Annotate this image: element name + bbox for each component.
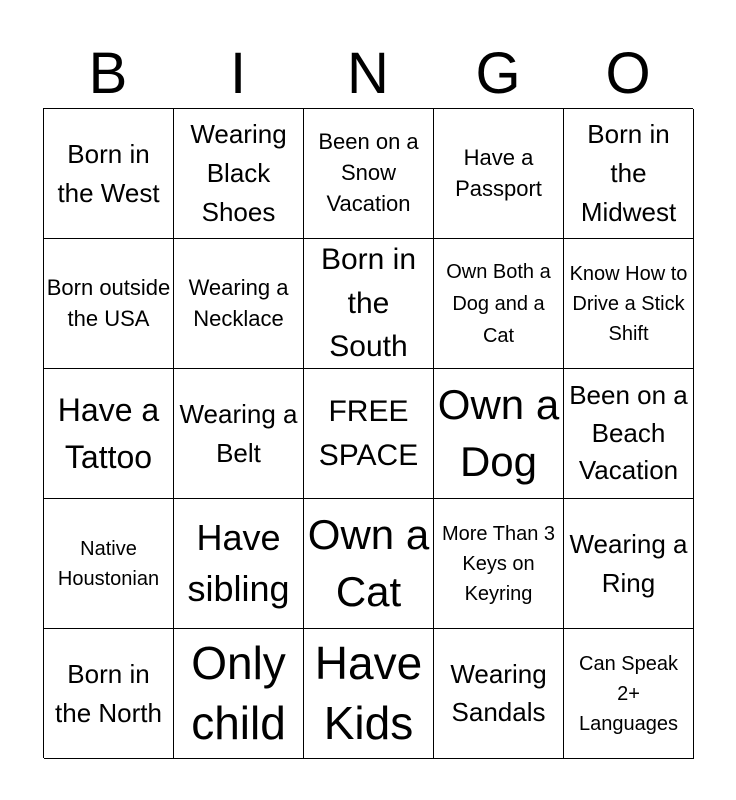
bingo-cell-r4-c2[interactable] xyxy=(174,499,304,629)
bingo-cell-free-space[interactable] xyxy=(304,369,434,499)
cell-label: Wearing Sandals xyxy=(450,658,547,727)
bingo-cell-r1-c3[interactable] xyxy=(304,109,434,239)
header-letter-n: N xyxy=(347,41,389,106)
bingo-cell-r3-c4[interactable] xyxy=(434,369,564,499)
cell-label: Have a Passport xyxy=(455,144,542,201)
bingo-cell-r5-c2[interactable] xyxy=(174,629,304,759)
bingo-cell-r5-c3[interactable] xyxy=(304,629,434,759)
bingo-cell-r3-c5[interactable] xyxy=(564,369,694,499)
cell-label: More Than 3 Keys on Keyring xyxy=(441,522,556,605)
header-letter-b: B xyxy=(88,41,128,106)
cell-label: Born in the Midwest xyxy=(580,119,677,227)
cell-label: Own a Cat xyxy=(307,510,430,615)
bingo-cell-r4-c3[interactable] xyxy=(304,499,434,629)
cell-label: Have sibling xyxy=(187,517,290,609)
cell-label: Wearing a Ring xyxy=(569,528,688,598)
cell-label: Born outside the USA xyxy=(46,274,171,331)
bingo-cell-r2-c5[interactable] xyxy=(564,239,694,369)
cell-label: Been on a Beach Vacation xyxy=(569,379,688,486)
bingo-cell-r2-c4[interactable] xyxy=(434,239,564,369)
bingo-cell-r4-c4[interactable] xyxy=(434,499,564,629)
cell-label: Own a Dog xyxy=(437,380,560,485)
bingo-cell-r4-c1[interactable] xyxy=(44,499,174,629)
cell-label: Wearing a Necklace xyxy=(188,274,289,331)
cell-label: Born in the West xyxy=(57,138,160,208)
free-space-label: FREE SPACE xyxy=(318,395,419,472)
bingo-cell-r4-c5[interactable] xyxy=(564,499,694,629)
cell-label: Born in the South xyxy=(320,243,417,364)
cell-label: Been on a Snow Vacation xyxy=(318,129,419,216)
bingo-cell-r1-c5[interactable] xyxy=(564,109,694,239)
bingo-cell-r2-c2[interactable] xyxy=(174,239,304,369)
bingo-cell-r5-c4[interactable] xyxy=(434,629,564,759)
cell-label: Born in the North xyxy=(55,658,162,728)
header-letter-o: O xyxy=(605,41,651,106)
bingo-cell-r3-c2[interactable] xyxy=(174,369,304,499)
bingo-cell-r3-c1[interactable] xyxy=(44,369,174,499)
bingo-board xyxy=(43,108,693,758)
bingo-cell-r1-c2[interactable] xyxy=(174,109,304,239)
cell-label: Own Both a Dog and a Cat xyxy=(446,260,551,347)
cell-label: Know How to Drive a Stick Shift xyxy=(569,262,688,345)
bingo-cell-r1-c1[interactable] xyxy=(44,109,174,239)
cell-label: Wearing Black Shoes xyxy=(190,119,287,227)
bingo-header xyxy=(43,40,693,108)
cell-label: Can Speak 2+ Languages xyxy=(579,652,678,735)
cell-label: Wearing a Belt xyxy=(179,398,298,468)
cell-label: Native Houstonian xyxy=(57,537,160,590)
bingo-cell-r1-c4[interactable] xyxy=(434,109,564,239)
cell-label: Only child xyxy=(191,636,286,749)
bingo-cell-r2-c1[interactable] xyxy=(44,239,174,369)
bingo-cell-r5-c1[interactable] xyxy=(44,629,174,759)
cell-label: Have a Tattoo xyxy=(57,392,160,475)
bingo-cell-r5-c5[interactable] xyxy=(564,629,694,759)
header-letter-i: I xyxy=(229,41,247,106)
bingo-cell-r2-c3[interactable] xyxy=(304,239,434,369)
header-letter-g: G xyxy=(475,41,521,106)
cell-label: Have Kids xyxy=(314,636,423,749)
